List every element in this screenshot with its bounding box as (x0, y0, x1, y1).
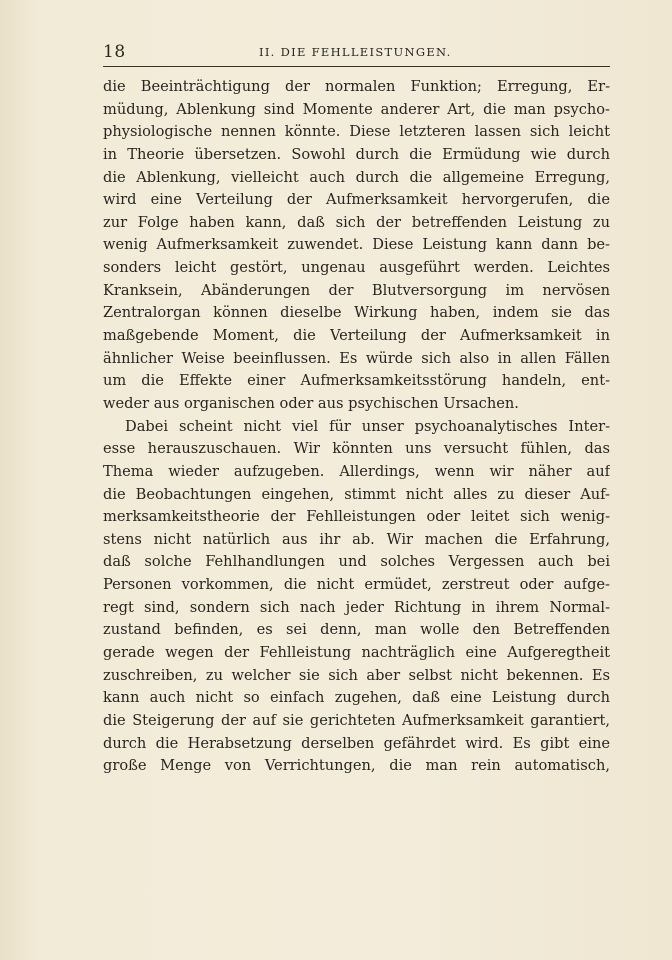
text-line: merksamkeitstheorie der Fehlleistungen oder leitet sich wenig- (103, 508, 610, 526)
text-line: wenig Aufmerksamkeit zuwendet. Diese Leistung kann dann be- (103, 236, 610, 254)
text-line: die Beeinträchtigung der normalen Funktion; Erregung, Er- (103, 78, 610, 95)
text-line: Personen vorkommen, die nicht ermüdet, zerstreut oder aufge- (103, 576, 610, 594)
text-line: physiologische nennen könnte. Diese letzteren lassen sich leicht (103, 123, 610, 141)
text-line: Thema wieder aufzugeben. Allerdings, wenn wir näher auf (103, 462, 610, 480)
text-line: daß solche Fehlhandlungen und solches Vergessen auch bei (103, 553, 610, 571)
text-line: weder aus organischen oder aus psychischen Ursachen. (103, 394, 519, 412)
body-text (103, 76, 610, 778)
text-line: wird eine Verteilung der Aufmerksamkeit hervorgerufen, die (103, 191, 610, 209)
text-line: in Theorie übersetzen. Sowohl durch die Ermüdung wie durch (103, 145, 610, 163)
text-line: große Menge von Verrichtungen, die man rein automatisch, (103, 757, 610, 775)
text-line: zur Folge haben kann, daß sich der betreffenden Leistung zu (103, 213, 610, 231)
text-line: zustand befinden, es sei denn, man wolle den Betreffenden (103, 621, 610, 639)
text-line: maßgebende Moment, die Verteilung der Aufmerksamkeit in (103, 327, 610, 345)
page-number: 18 (103, 42, 126, 62)
text-line: Dabei scheint nicht viel für unser psychoanalytisches Inter- (125, 417, 610, 435)
text-line: ähnlicher Weise beeinflussen. Es würde sich also in allen Fällen (103, 349, 610, 367)
text-line: Kranksein, Abänderungen der Blutversorgung im nervösen (103, 281, 610, 299)
text-line: kann auch nicht so einfach zugehen, daß eine Leistung durch (103, 689, 610, 707)
paragraph (103, 76, 610, 416)
paragraph (103, 416, 610, 778)
text-line: stens nicht natürlich aus ihr ab. Wir machen die Erfahrung, (103, 530, 610, 548)
text-line: gerade wegen der Fehlleistung nachträglich eine Aufgeregtheit (103, 644, 610, 662)
text-line: die Steigerung der auf sie gerichteten Aufmerksamkeit garantiert, (103, 711, 610, 729)
running-head: II. DIE FEHLLEISTUNGEN. (259, 45, 452, 59)
text-line: müdung, Ablenkung sind Momente anderer Art, die man psycho- (103, 100, 610, 118)
text-line: Zentralorgan können dieselbe Wirkung haben, indem sie das (103, 304, 610, 322)
text-line: regt sind, sondern sich nach jeder Richtung in ihrem Normal- (103, 598, 610, 616)
text-line: um die Effekte einer Aufmerksamkeitsstörung handeln, ent- (103, 372, 610, 390)
text-line: zuschreiben, zu welcher sie sich aber selbst nicht bekennen. Es (103, 666, 610, 684)
header-rule (103, 66, 610, 67)
text-line: die Beobachtungen eingehen, stimmt nicht alles zu dieser Auf- (103, 485, 610, 503)
text-line: die Ablenkung, vielleicht auch durch die allgemeine Erregung, (103, 168, 610, 186)
page-header (103, 40, 610, 68)
text-line: esse herauszuschauen. Wir könnten uns versucht fühlen, das (103, 440, 610, 458)
text-line: sonders leicht gestört, ungenau ausgeführt werden. Leichtes (103, 259, 610, 277)
text-line: durch die Herabsetzung derselben gefährdet wird. Es gibt eine (103, 734, 610, 752)
